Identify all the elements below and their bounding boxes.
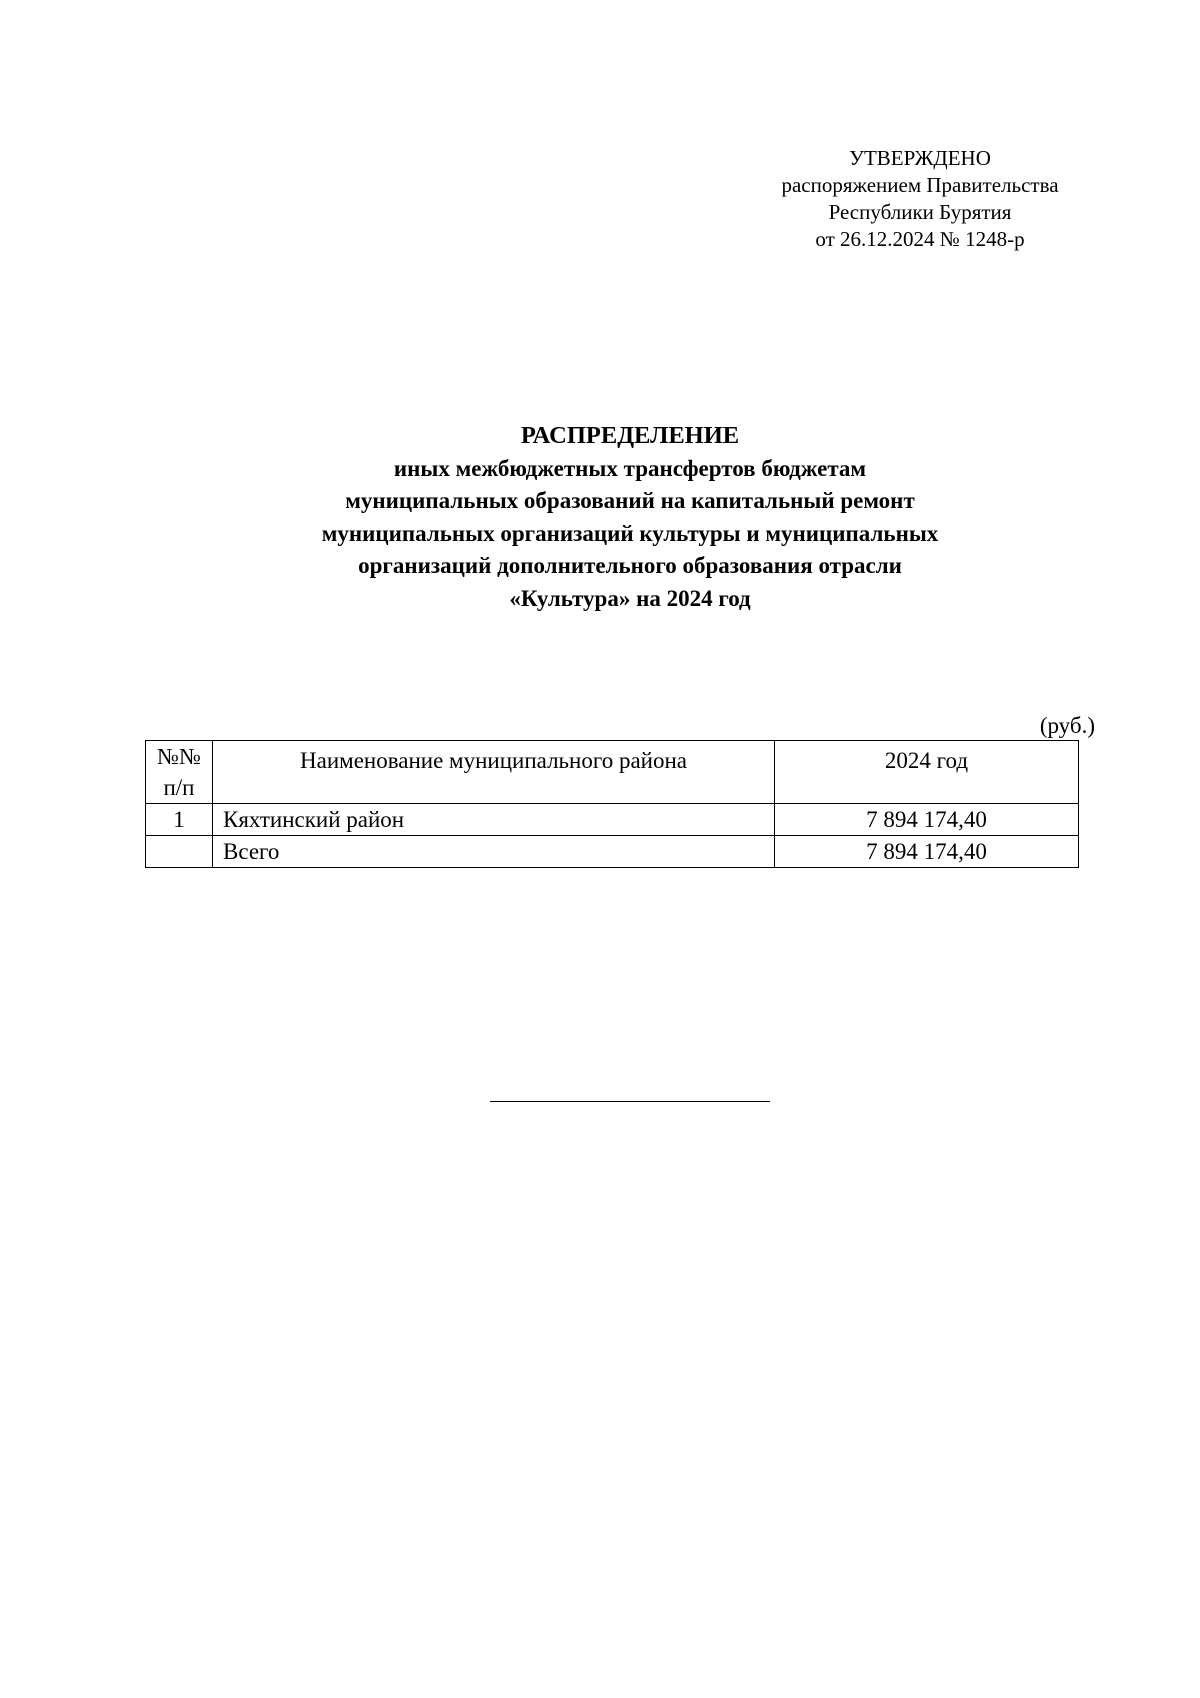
row-amount: 7 894 174,40 [775, 804, 1079, 836]
approval-stamp [740, 145, 1100, 253]
table-row [146, 804, 1079, 836]
document-title-line-2: муниципальных образований на капитальный ремонт [345, 488, 915, 513]
header-number [146, 741, 213, 804]
total-label: Всего [213, 836, 775, 868]
document-title-line-1: иных межбюджетных трансфертов бюджетам [393, 455, 867, 481]
approval-region: Республики Бурятия [828, 200, 1012, 224]
header-amount: 2024 год [775, 741, 1079, 804]
document-title-line-3: муниципальных организаций культуры и муниципальных [321, 520, 939, 546]
document-title-line-5: «Культура» на 2024 год [509, 585, 751, 611]
approval-heading: УТВЕРЖДЕНО [849, 146, 991, 170]
document-title-main: РАСПРЕДЕЛЕНИЕ [520, 422, 740, 449]
header-number-line-2: п/п [163, 775, 195, 800]
total-amount: 7 894 174,40 [775, 836, 1079, 868]
approval-date-number: от 26.12.2024 № 1248-р [815, 227, 1025, 251]
document-title [150, 420, 1110, 615]
end-separator-line [490, 1101, 770, 1102]
row-number: 1 [146, 804, 213, 836]
approval-authority: распоряжением Правительства [781, 173, 1059, 197]
distribution-table [145, 740, 1079, 868]
document-title-line-4: организаций дополнительного образования отрасли [358, 553, 902, 578]
currency-unit: (руб.) [1039, 713, 1095, 738]
row-district-name: Кяхтинский район [213, 804, 775, 836]
table-total-row [146, 836, 1079, 868]
table-header-row [146, 741, 1079, 804]
header-number-line-1: №№ [157, 744, 201, 769]
total-number [146, 836, 213, 868]
header-district-name: Наименование муниципального района [213, 741, 775, 804]
